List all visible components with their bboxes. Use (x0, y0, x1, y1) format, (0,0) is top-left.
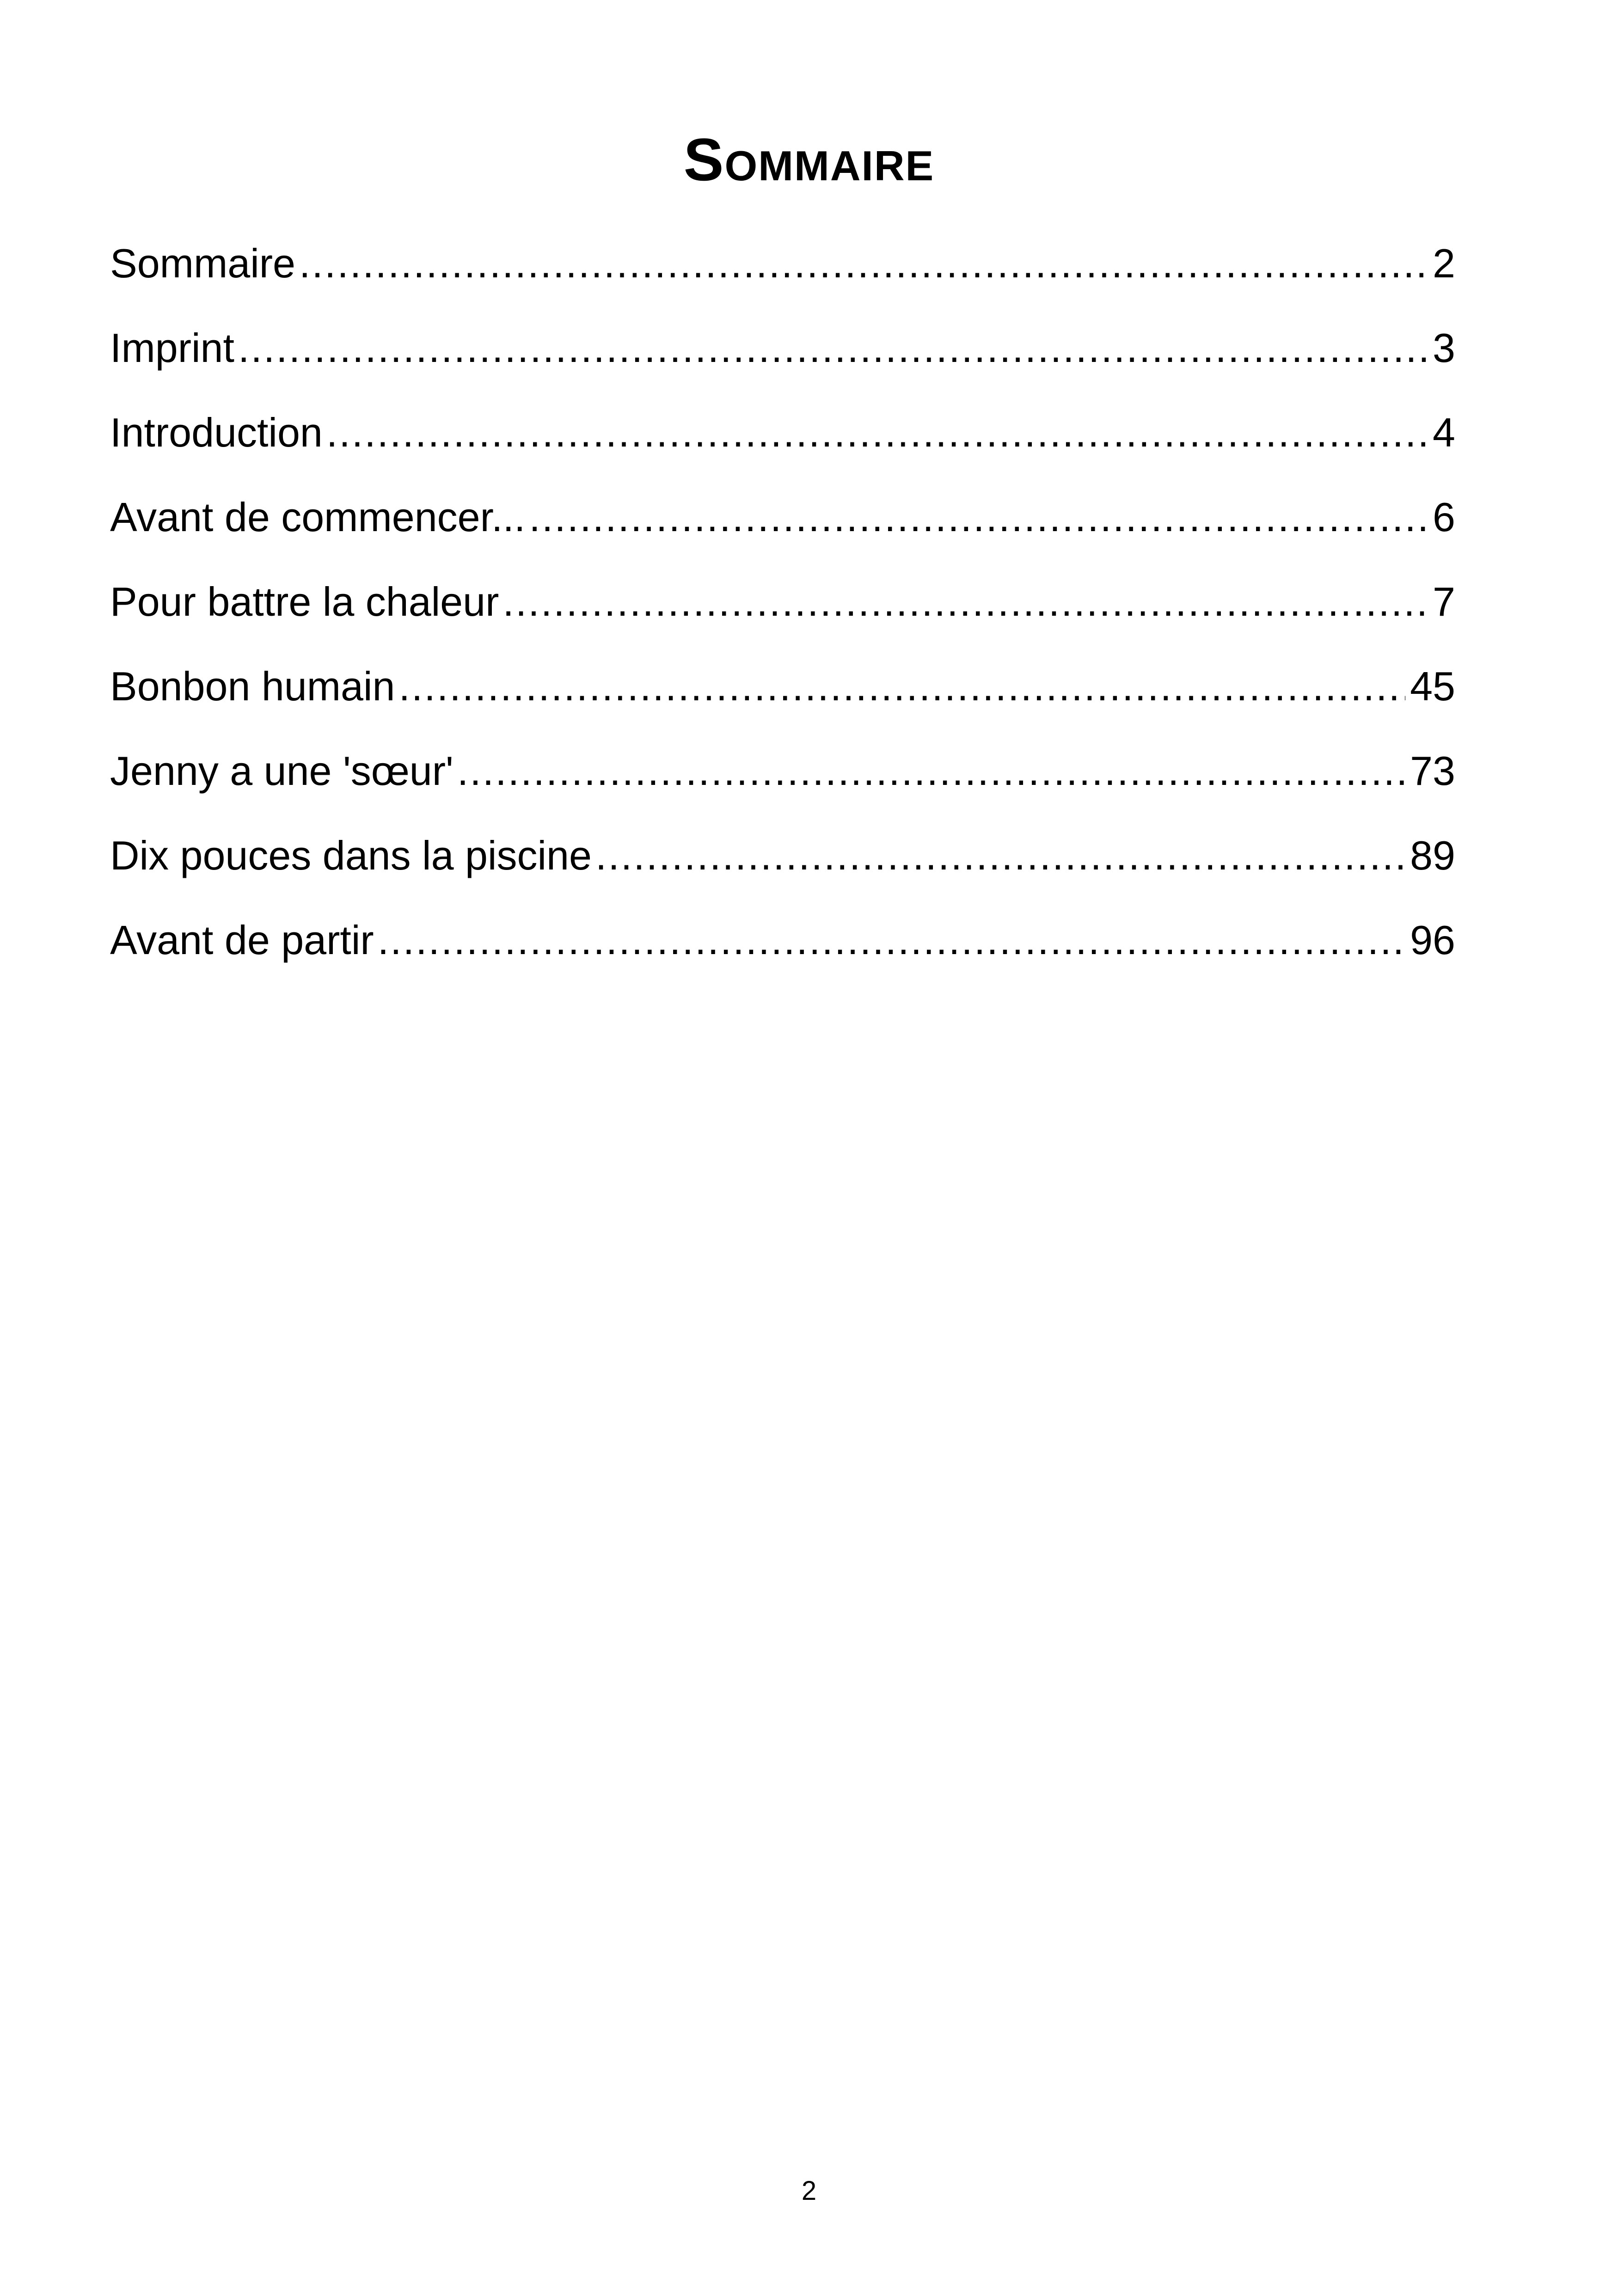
toc-entry[interactable] (110, 485, 1455, 569)
toc-entry[interactable] (110, 908, 1455, 992)
toc-entry-page-number: 45 (1410, 663, 1455, 709)
toc-entry[interactable] (110, 231, 1455, 316)
toc-dot-leader (326, 400, 1428, 465)
toc-entry-label: Bonbon humain (110, 663, 395, 709)
toc-entry-page-number: 73 (1410, 748, 1455, 794)
toc-entry-page-number: 4 (1433, 410, 1455, 455)
toc-entry-label: Introduction (110, 410, 323, 455)
toc-entry[interactable] (110, 823, 1455, 908)
toc-dot-leader (457, 739, 1405, 803)
toc-entry-label: Imprint (110, 325, 234, 371)
toc-dot-leader (398, 654, 1405, 719)
toc-entry-page-number: 6 (1433, 494, 1455, 540)
toc-dot-leader (503, 569, 1428, 634)
toc-dot-leader (529, 485, 1428, 550)
toc-entry-label: Avant de commencer... (110, 494, 526, 540)
toc-entry-page-number: 89 (1410, 833, 1455, 878)
toc-entry-label: Avant de partir (110, 917, 374, 963)
toc-entry-label: Dix pouces dans la piscine (110, 833, 592, 878)
toc-entry-page-number: 96 (1410, 917, 1455, 963)
toc-entry-page-number: 7 (1433, 579, 1455, 625)
page-title: Sommaire (683, 126, 935, 193)
toc-entry-page-number: 3 (1433, 325, 1455, 371)
toc-entry-label: Jenny a une 'sœur' (110, 748, 454, 794)
toc-dot-leader (595, 823, 1405, 888)
toc-entry[interactable] (110, 739, 1455, 823)
toc-dot-leader (238, 316, 1428, 380)
toc-entry[interactable] (110, 400, 1455, 485)
toc-entry[interactable] (110, 316, 1455, 400)
toc-entry-label: Sommaire (110, 240, 295, 286)
toc-dot-leader (378, 908, 1405, 973)
toc-dot-leader (299, 231, 1428, 296)
toc-entry-page-number: 2 (1433, 240, 1455, 286)
table-of-contents (110, 231, 1455, 992)
toc-entry[interactable] (110, 654, 1455, 739)
page-number: 2 (801, 2176, 817, 2206)
toc-entry-label: Pour battre la chaleur (110, 579, 499, 625)
toc-entry[interactable] (110, 569, 1455, 654)
